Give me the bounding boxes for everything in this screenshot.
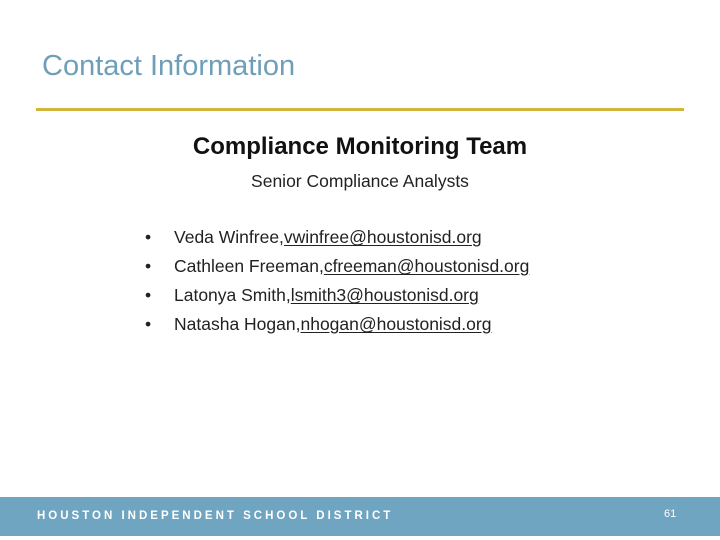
email-link-winfree[interactable]: vwinfree@houstonisd.org: [283, 227, 482, 247]
email-link-smith[interactable]: lsmith3@houstonisd.org: [290, 285, 479, 305]
team-heading: Compliance Monitoring Team: [192, 133, 528, 160]
footer-bar: [0, 497, 720, 536]
email-link-freeman[interactable]: cfreeman@houstonisd.org: [323, 256, 530, 276]
contact-item-smith: [145, 285, 529, 314]
contact-name: Veda Winfree,: [174, 227, 284, 247]
bullet-icon: •: [145, 314, 152, 334]
contact-item-freeman: [145, 256, 529, 285]
bullet-icon: •: [145, 256, 152, 276]
bullet-icon: •: [145, 227, 152, 247]
contact-item-winfree: [145, 227, 529, 256]
contact-item-hogan: [145, 314, 529, 343]
bullet-icon: •: [145, 285, 152, 305]
team-subheading: Senior Compliance Analysts: [251, 171, 469, 191]
contact-list: [145, 227, 529, 343]
slide-title: Contact Information: [42, 50, 296, 82]
email-link-hogan[interactable]: nhogan@houstonisd.org: [300, 314, 492, 334]
footer-organization: HOUSTON INDEPENDENT SCHOOL DISTRICT: [37, 510, 394, 522]
page-number: 61: [664, 508, 677, 520]
title-divider: [36, 108, 684, 111]
contact-name: Natasha Hogan,: [174, 314, 301, 334]
contact-name: Cathleen Freeman,: [174, 256, 324, 276]
contact-name: Latonya Smith,: [174, 285, 291, 305]
